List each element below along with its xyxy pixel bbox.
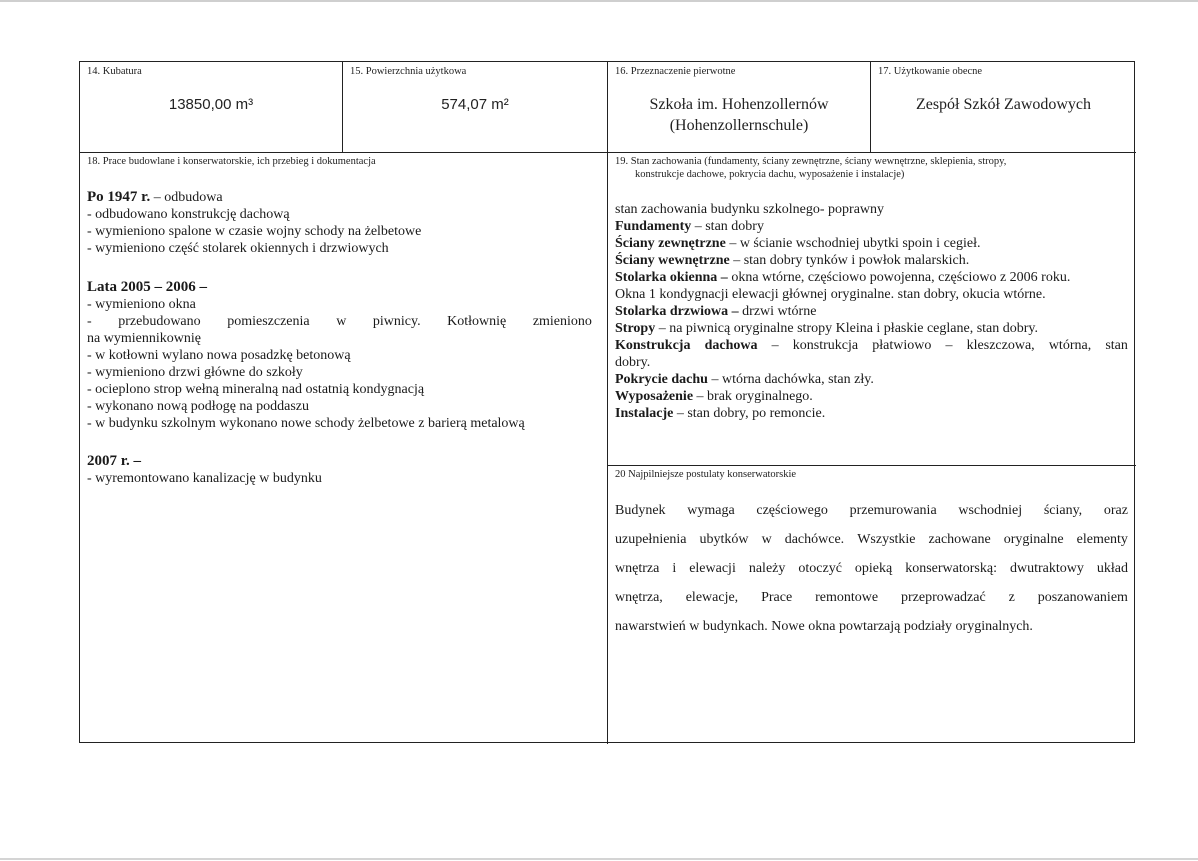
prace-item: - wyremontowano kanalizację w budynku: [87, 471, 322, 486]
prace-item: - wymieniono drzwi główne do szkoły: [87, 365, 303, 380]
prace-item: - wykonano nową podłogę na poddaszu: [87, 399, 310, 414]
postulaty-line: wnętrza, elewacje, Prace remontowe przeprowadzać z poszanowaniem: [615, 590, 1128, 605]
prace-label: 18. Prace budowlane i konserwatorskie, ich przebieg i dokumentacja: [87, 156, 376, 167]
prace-item: na wymiennikownię: [87, 331, 201, 346]
stan-sciany-wewnetrzne: Ściany wewnętrzne – stan dobry tynków i powłok malarskich.: [615, 253, 970, 268]
postulaty-line: uzupełnienia ubytków w dachówce. Wszystkie zachowane oryginalne elementy: [615, 532, 1128, 547]
cell-kubatura: [80, 62, 342, 152]
powierzchnia-value: 574,07 m²: [441, 96, 509, 113]
stan-wyposazenie: Wyposażenie – brak oryginalnego.: [615, 389, 813, 404]
prace-item: - wymieniono część stolarek okiennych i drzwiowych: [87, 241, 389, 256]
prace-item: - w budynku szkolnym wykonano nowe schody żelbetowe z barierą metalową: [87, 416, 525, 431]
prace-content: [87, 189, 592, 487]
powierzchnia-label: 15. Powierzchnia użytkowa: [350, 66, 467, 77]
prace-item: - ocieplono strop wełną mineralną nad ostatnią kondygnacją: [87, 382, 425, 397]
cell-stan-zachowania: [608, 153, 1136, 465]
stan-konstrukcja-dachowa: Konstrukcja dachowa – konstrukcja płatwiowo – kleszczowa, wtórna, stan: [615, 338, 1128, 353]
cell-przeznaczenie: [608, 62, 870, 152]
stan-label-line1: 19. Stan zachowania (fundamenty, ściany zewnętrzne, ściany wewnętrzne, sklepienia, stropy,: [615, 156, 1007, 167]
cell-prace-budowlane: [80, 153, 607, 744]
prace-group-title: 2007 r. –: [87, 453, 142, 469]
stan-instalacje: Instalacje – stan dobry, po remoncie.: [615, 406, 826, 421]
stan-intro: stan zachowania budynku szkolnego- poprawny: [615, 202, 885, 217]
prace-group-heading: [87, 279, 592, 296]
kubatura-value: 13850,00 m³: [168, 96, 254, 113]
przeznaczenie-value-line2: (Hohenzollernschule): [669, 117, 809, 134]
prace-item: - w kotłowni wylano nowa posadzkę betonową: [87, 348, 351, 363]
prace-item: - odbudowano konstrukcję dachową: [87, 207, 290, 222]
stan-fundamenty: Fundamenty – stan dobry: [615, 219, 764, 234]
prace-group-heading: [87, 189, 592, 206]
stan-pokrycie-dachu: Pokrycie dachu – wtórna dachówka, stan zły.: [615, 372, 874, 387]
stan-stolarka-okienna-cont: Okna 1 kondygnacji elewacji głównej oryginalne. stan dobry, okucia wtórne.: [615, 287, 1046, 302]
przeznaczenie-value-line1: Szkoła im. Hohenzollernów: [649, 96, 829, 113]
postulaty-line: Budynek wymaga częściowego przemurowania wschodniej ściany, oraz: [615, 503, 1128, 518]
przeznaczenie-label: 16. Przeznaczenie pierwotne: [615, 66, 736, 77]
cell-powierzchnia: [343, 62, 607, 152]
cell-uzytkowanie: [871, 62, 1136, 152]
stan-content: [615, 201, 1128, 422]
postulaty-content: [615, 496, 1128, 641]
prace-item: - wymieniono spalone w czasie wojny schody na żelbetowe: [87, 224, 422, 239]
stan-label-line2: konstrukcje dachowe, pokrycia dachu, wyposażenie i instalacje): [635, 169, 905, 180]
postulaty-label: 20 Najpilniejsze postulaty konserwatorskie: [615, 469, 797, 480]
postulaty-last-line: nawarstwień w budynkach. Nowe okna powtarzają podziały oryginalnych.: [615, 619, 1033, 634]
prace-item: - wymieniono okna: [87, 297, 196, 312]
prace-item-justified: - przebudowano pomieszczenia w piwnicy. Kotłownię zmieniono: [87, 314, 592, 329]
uzytkowanie-label: 17. Użytkowanie obecne: [878, 66, 983, 77]
prace-group-title: Po 1947 r.: [87, 189, 151, 205]
stan-stropy: Stropy – na piwnicą oryginalne stropy Kleina i płaskie ceglane, stan dobry.: [615, 321, 1039, 336]
stan-stolarka-okienna: Stolarka okienna – okna wtórne, częściowo powojenna, częściowo z 2006 roku.: [615, 270, 1071, 285]
stan-stolarka-drzwiowa: Stolarka drzwiowa – drzwi wtórne: [615, 304, 817, 319]
postulaty-line: wnętrza i elewacji należy otoczyć opieką konserwatorską: dwutraktowy układ: [615, 561, 1128, 576]
cell-postulaty: [608, 466, 1136, 744]
page-bottom-edge: [0, 858, 1198, 860]
prace-group-heading: [87, 453, 592, 470]
stan-konstrukcja-cont: dobry.: [615, 355, 651, 370]
prace-group-title: Lata 2005 – 2006 –: [87, 279, 207, 295]
inventory-form-table: [79, 61, 1135, 743]
prace-group-suffix: – odbudowa: [150, 190, 223, 205]
page-top-edge: [0, 0, 1198, 2]
uzytkowanie-value: Zespół Szkół Zawodowych: [915, 96, 1092, 113]
stan-sciany-zewnetrzne: Ściany zewnętrzne – w ścianie wschodniej ubytki spoin i cegieł.: [615, 236, 981, 251]
kubatura-label: 14. Kubatura: [87, 66, 142, 77]
